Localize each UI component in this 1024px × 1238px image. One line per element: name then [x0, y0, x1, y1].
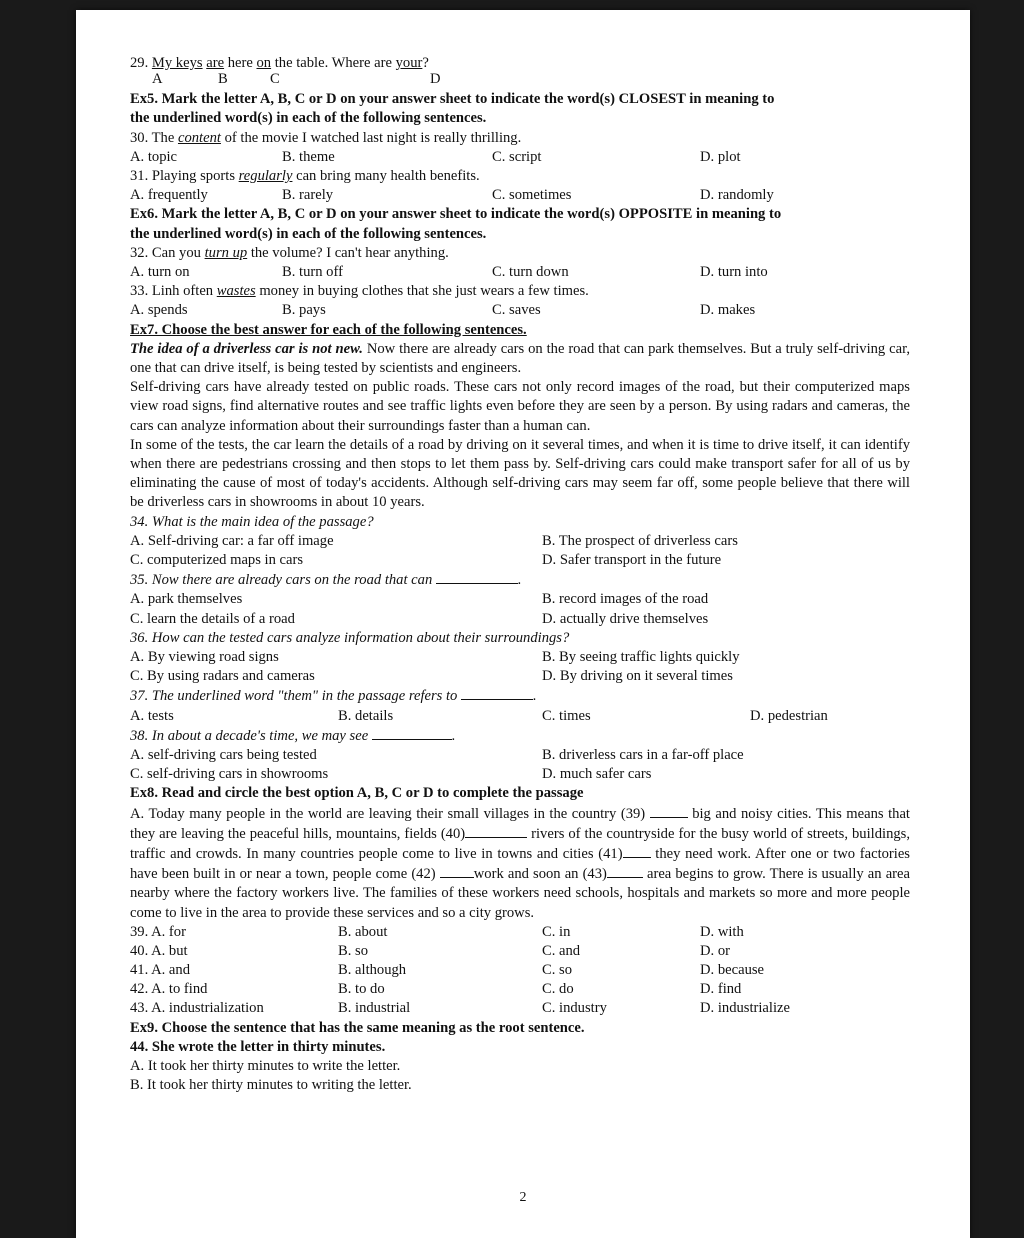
q35-options-row2: C. learn the details of a road D. actually drive themselves — [130, 610, 709, 627]
answer-blank — [623, 844, 651, 858]
q33-options: A. spends B. pays C. saves D. makes — [130, 302, 756, 319]
q35-options-row1: A. park themselves B. record images of the road — [130, 591, 709, 608]
answer-blank — [372, 726, 452, 740]
answer-blank — [465, 824, 527, 838]
q34-options-row1: A. Self-driving car: a far off image B. The prospect of driverless cars — [130, 532, 738, 549]
q39-options: 39. A. for B. about C. in D. with — [130, 923, 744, 940]
ex7-passage-p2: Self-driving cars have already tested on public roads. These cars not only record images of the road, but their computerized maps view road signs, find alternative routes and see traffic lights even before they are seen by a person. By using radars and cameras, the cars can analyze information about their surroundings faster than a human can. — [130, 379, 910, 434]
page-number: 2 — [519, 1190, 527, 1205]
q34-stem: 34. What is the main idea of the passage? — [130, 513, 374, 530]
q31-options: A. frequently B. rarely C. sometimes D. randomly — [130, 187, 774, 204]
ex6-heading-cont: the underlined word(s) in each of the following sentences. — [130, 225, 487, 242]
q33-stem: 33. Linh often wastes money in buying clothes that she just wears a few times. — [130, 283, 589, 300]
ex5-heading-cont: the underlined word(s) in each of the following sentences. — [130, 110, 487, 127]
ex6-heading: Ex6. Mark the letter A, B, C or D on your answer sheet to indicate the word(s) OPPOSITE in meaning to — [130, 206, 782, 223]
worksheet-content — [130, 54, 910, 1095]
q38-options-row1: A. self-driving cars being tested B. driverless cars in a far-off place — [130, 746, 744, 763]
answer-blank — [461, 686, 533, 700]
q30-stem: 30. The content of the movie I watched last night is really thrilling. — [130, 129, 522, 146]
q38-stem: 38. In about a decade's time, we may see . — [130, 727, 456, 744]
q29-letters: A B C D — [152, 71, 441, 88]
answer-blank — [650, 804, 688, 818]
answer-blank — [440, 864, 474, 878]
q44-option-b: B. It took her thirty minutes to writing the letter. — [130, 1077, 412, 1094]
q40-options: 40. A. but B. so C. and D. or — [130, 942, 730, 959]
q42-options: 42. A. to find B. to do C. do D. find — [130, 981, 742, 998]
q35-stem: 35. Now there are already cars on the road that can . — [130, 572, 522, 589]
ex7-passage-p1: The idea of a driverless car is not new. Now there are already cars on the road that can park themselves. But a truly self-driving car, one that can drive itself, is being tested by scientists and engineers. — [130, 340, 910, 376]
ex8-passage: A. Today many people in the world are leaving their small villages in the country (39) big and noisy cities. This means that they are leaving the peaceful hills, mountains, fields (40) rivers of the countryside for the busy world of streets, buildings, traffic and crowds. In many countries people come to live in towns and cities (41) they need work. After one or two factories have been built in or near a town, people come (42) work and soon an (43) area begins to grow. There is usually an area nearby where the factory workers live. The families of these workers need schools, hospitals and markets so more and more people come to live in the area to provide these services and so a city grows. — [130, 805, 910, 921]
q37-options: A. tests B. details C. times D. pedestrian — [130, 707, 828, 724]
q44-option-a: A. It took her thirty minutes to write the letter. — [130, 1058, 401, 1075]
answer-blank — [436, 570, 518, 584]
q36-options-row2: C. By using radars and cameras D. By driving on it several times — [130, 668, 733, 685]
q38-options-row2: C. self-driving cars in showrooms D. much safer cars — [130, 766, 652, 783]
ex8-heading: Ex8. Read and circle the best option A, B, C or D to complete the passage — [130, 785, 584, 802]
q30-options: A. topic B. theme C. script D. plot — [130, 148, 741, 165]
document-page — [76, 10, 970, 1238]
q36-options-row1: A. By viewing road signs B. By seeing traffic lights quickly — [130, 648, 740, 665]
ex5-heading: Ex5. Mark the letter A, B, C or D on your answer sheet to indicate the word(s) CLOSEST in meaning to — [130, 91, 775, 108]
q37-stem: 37. The underlined word "them" in the passage refers to . — [130, 688, 537, 705]
q44-stem: 44. She wrote the letter in thirty minutes. — [130, 1038, 386, 1055]
q41-options: 41. A. and B. although C. so D. because — [130, 962, 765, 979]
ex7-passage-p3: In some of the tests, the car learn the details of a road by driving on it several times, and when it is time to drive itself, it can identify when there are pedestrians crossing and then stops to let them pass by. Self-driving cars could make transport safer for all of us by eliminating the cause of most of today's accidents. Although self-driving cars may seem far off, some people believe that there will be driverless cars in showrooms in about 10 years. — [130, 436, 910, 511]
q32-options: A. turn on B. turn off C. turn down D. turn into — [130, 264, 768, 280]
q31-stem: 31. Playing sports regularly can bring many health benefits. — [130, 168, 480, 184]
q34-options-row2: C. computerized maps in cars D. Safer transport in the future — [130, 552, 722, 568]
ex9-heading: Ex9. Choose the sentence that has the same meaning as the root sentence. — [130, 1019, 585, 1036]
answer-blank — [607, 864, 643, 878]
q43-options: 43. A. industrialization B. industrial C. industry D. industrialize — [130, 1000, 790, 1017]
q29-sentence: 29. My keys are here on the table. Where are your? — [130, 55, 429, 71]
ex7-heading: Ex7. Choose the best answer for each of the following sentences. — [130, 321, 527, 338]
q36-stem: 36. How can the tested cars analyze information about their surroundings? — [130, 629, 570, 646]
q32-stem: 32. Can you turn up the volume? I can't hear anything. — [130, 244, 449, 261]
